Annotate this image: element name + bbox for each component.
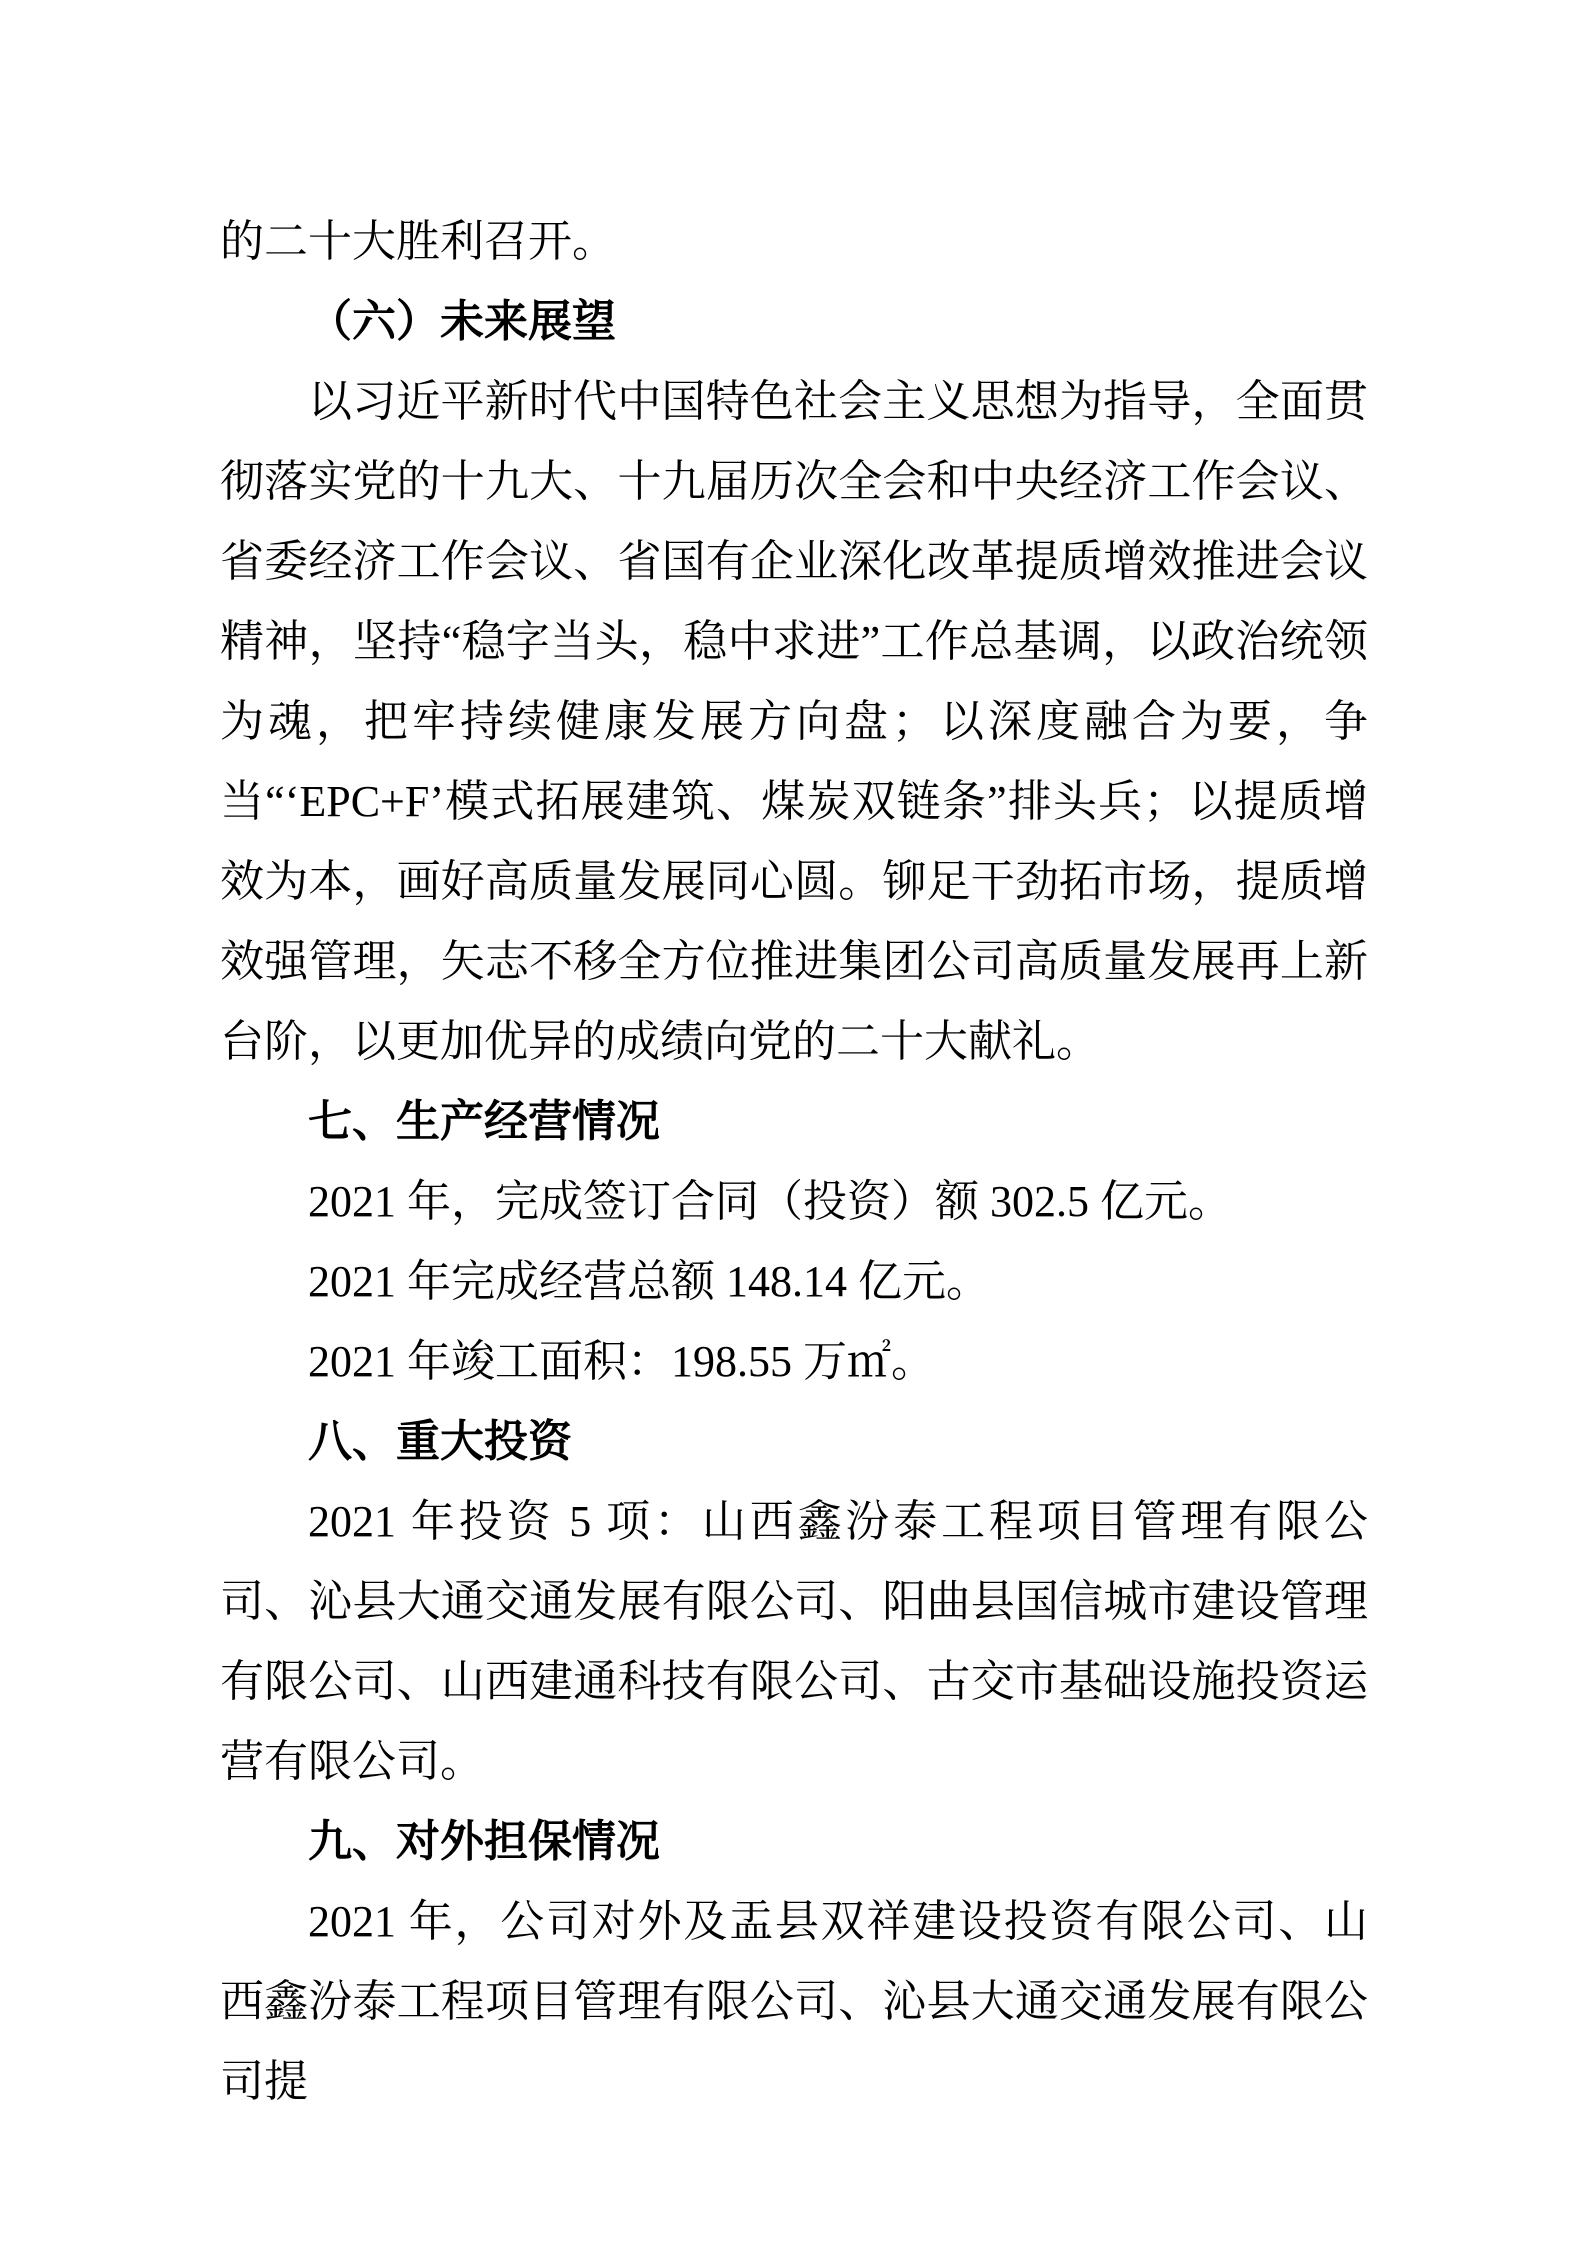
document-body: [220, 202, 1368, 2122]
paragraph-investment-projects: 2021 年投资 5 项：山西鑫汾泰工程项目管理有限公司、沁县大通交通发展有限公司、阳曲县国信城市建设管理有限公司、山西建通科技有限公司、古交市基础设施投资运营有限公司。: [220, 1497, 1368, 1786]
paragraph-operation-total: 2021 年完成经营总额 148.14 亿元。: [308, 1257, 990, 1306]
paragraph-external-guarantee: 2021 年，公司对外及盂县双祥建设投资有限公司、山西鑫汾泰工程项目管理有限公司、沁县大通交通发展有限公司提: [220, 1897, 1368, 2106]
section-heading-external-guarantee: 九、对外担保情况: [308, 1817, 660, 1866]
paragraph-contract-amount: 2021 年，完成签订合同（投资）额 302.5 亿元。: [308, 1177, 1232, 1226]
section-heading-major-investment: 八、重大投资: [308, 1417, 572, 1466]
sub-section-heading-future-outlook: （六）未来展望: [308, 297, 616, 346]
section-heading-production-operation: 七、生产经营情况: [308, 1097, 660, 1146]
paragraph-continuation: 的二十大胜利召开。: [220, 217, 616, 266]
paragraph-completed-area: 2021 年竣工面积：198.55 万㎡。: [308, 1337, 935, 1386]
paragraph-future-outlook: 以习近平新时代中国特色社会主义思想为指导，全面贯彻落实党的十九大、十九届历次全会和中央经济工作会议、省委经济工作会议、省国有企业深化改革提质增效推进会议精神，坚持“稳字当头，稳中求进”工作总基调，以政治统领为魂，把牢持续健康发展方向盘；以深度融合为要，争当“‘EPC+F’模式拓展建筑、煤炭双链条”排头兵；以提质增效为本，画好高质量发展同心圆。铆足干劲拓市场，提质增效强管理，矢志不移全方位推进集团公司高质量发展再上新台阶，以更加优异的成绩向党的二十大献礼。: [220, 377, 1368, 1066]
